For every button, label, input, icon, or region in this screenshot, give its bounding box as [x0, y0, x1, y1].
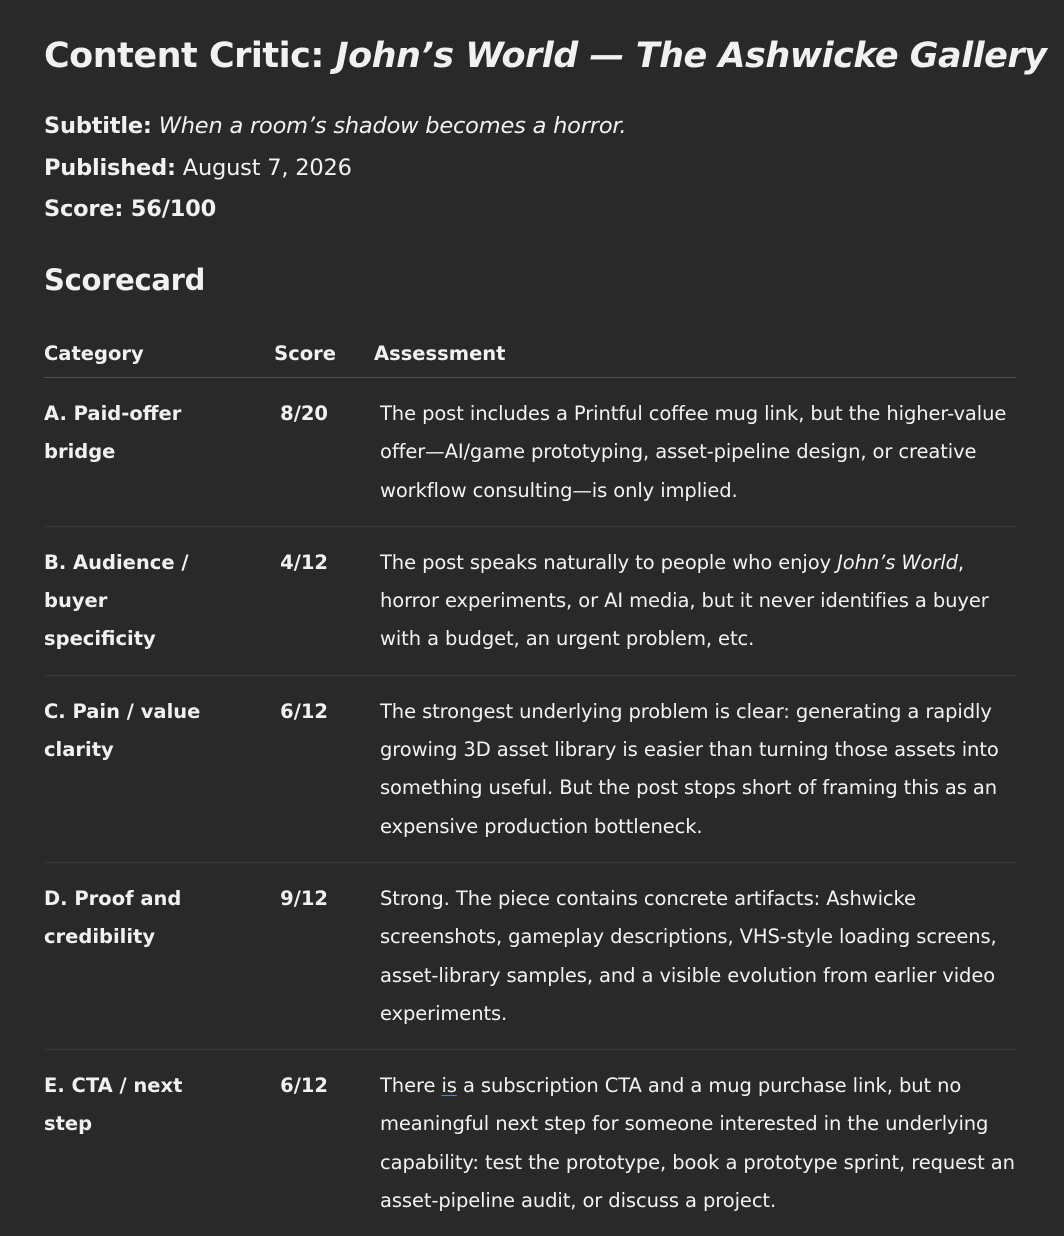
published-label: Published:	[44, 154, 176, 181]
table-row	[44, 675, 1016, 862]
published-value: August 7, 2026	[182, 154, 352, 181]
row-score: 8/20	[250, 378, 352, 527]
subtitle-row	[44, 106, 1016, 148]
spellcheck-marked-word: is	[441, 1074, 457, 1098]
assessment-text: There	[380, 1074, 442, 1098]
assessment-italic-text: John’s World	[837, 550, 958, 574]
assessment-text: a subscription CTA and a mug purchase link, but no meaningful next step for someone interested in the underlying capability: test the prototype, book a prototype sprint, request an asset-pipeline audit, or discuss a project.	[380, 1074, 1015, 1213]
post-meta	[44, 106, 1016, 231]
title-prefix: Content Critic:	[44, 36, 336, 76]
table-row	[44, 378, 1016, 527]
assessment-text: , horror experiments, or AI media, but it never identifies a buyer with a budget, an urgent problem, etc.	[380, 550, 989, 651]
document	[44, 30, 1047, 1213]
row-assessment	[352, 1050, 1016, 1236]
table-row	[44, 862, 1016, 1049]
row-category: E. CTA / next step	[44, 1074, 183, 1136]
page-title	[44, 30, 1047, 82]
scorecard-table	[44, 330, 1016, 1236]
row-assessment	[352, 526, 1016, 675]
table-header-row	[44, 330, 1016, 378]
row-assessment: The strongest underlying problem is clear: generating a rapidly growing 3D asset library is easier than turning those assets into something useful. But the post stops short of framing this as an expensive production bottleneck.	[352, 675, 1016, 862]
row-category: D. Proof and credibility	[44, 862, 250, 1049]
row-score: 4/12	[250, 526, 352, 675]
assessment-text: The post speaks naturally to people who enjoy	[380, 550, 838, 574]
subtitle-label: Subtitle:	[44, 113, 152, 139]
subtitle-value: When a room’s shadow becomes a horror.	[158, 113, 627, 139]
row-category: B. Audience / buyer specificity	[44, 526, 250, 675]
overall-score: Score: 56/100	[44, 196, 217, 222]
row-assessment: The post includes a Printful coffee mug link, but the higher-value offer—AI/game prototyping, asset-pipeline design, or creative workflow consulting—is only implied.	[352, 378, 1016, 527]
title-italic: John’s World — The Ashwicke Gallery	[335, 36, 1047, 76]
row-assessment: Strong. The piece contains concrete artifacts: Ashwicke screenshots, gameplay descriptions, VHS-style loading screens, asset-library samples, and a visible evolution from earlier video experiments.	[352, 862, 1016, 1049]
score-row	[44, 189, 1016, 231]
table-row	[44, 526, 1016, 675]
row-category: C. Pain / value clarity	[44, 675, 250, 862]
row-category: A. Paid-offer bridge	[44, 378, 250, 527]
scorecard-heading: Scorecard	[44, 263, 206, 297]
column-header-score: Score	[250, 330, 352, 378]
column-header-assessment: Assessment	[352, 330, 1016, 378]
row-score: 9/12	[250, 862, 352, 1049]
row-score: 6/12	[250, 675, 352, 862]
row-score: 6/12	[280, 1074, 328, 1098]
table-row	[44, 1050, 1016, 1236]
column-header-category: Category	[44, 330, 250, 378]
published-row	[44, 148, 1016, 190]
